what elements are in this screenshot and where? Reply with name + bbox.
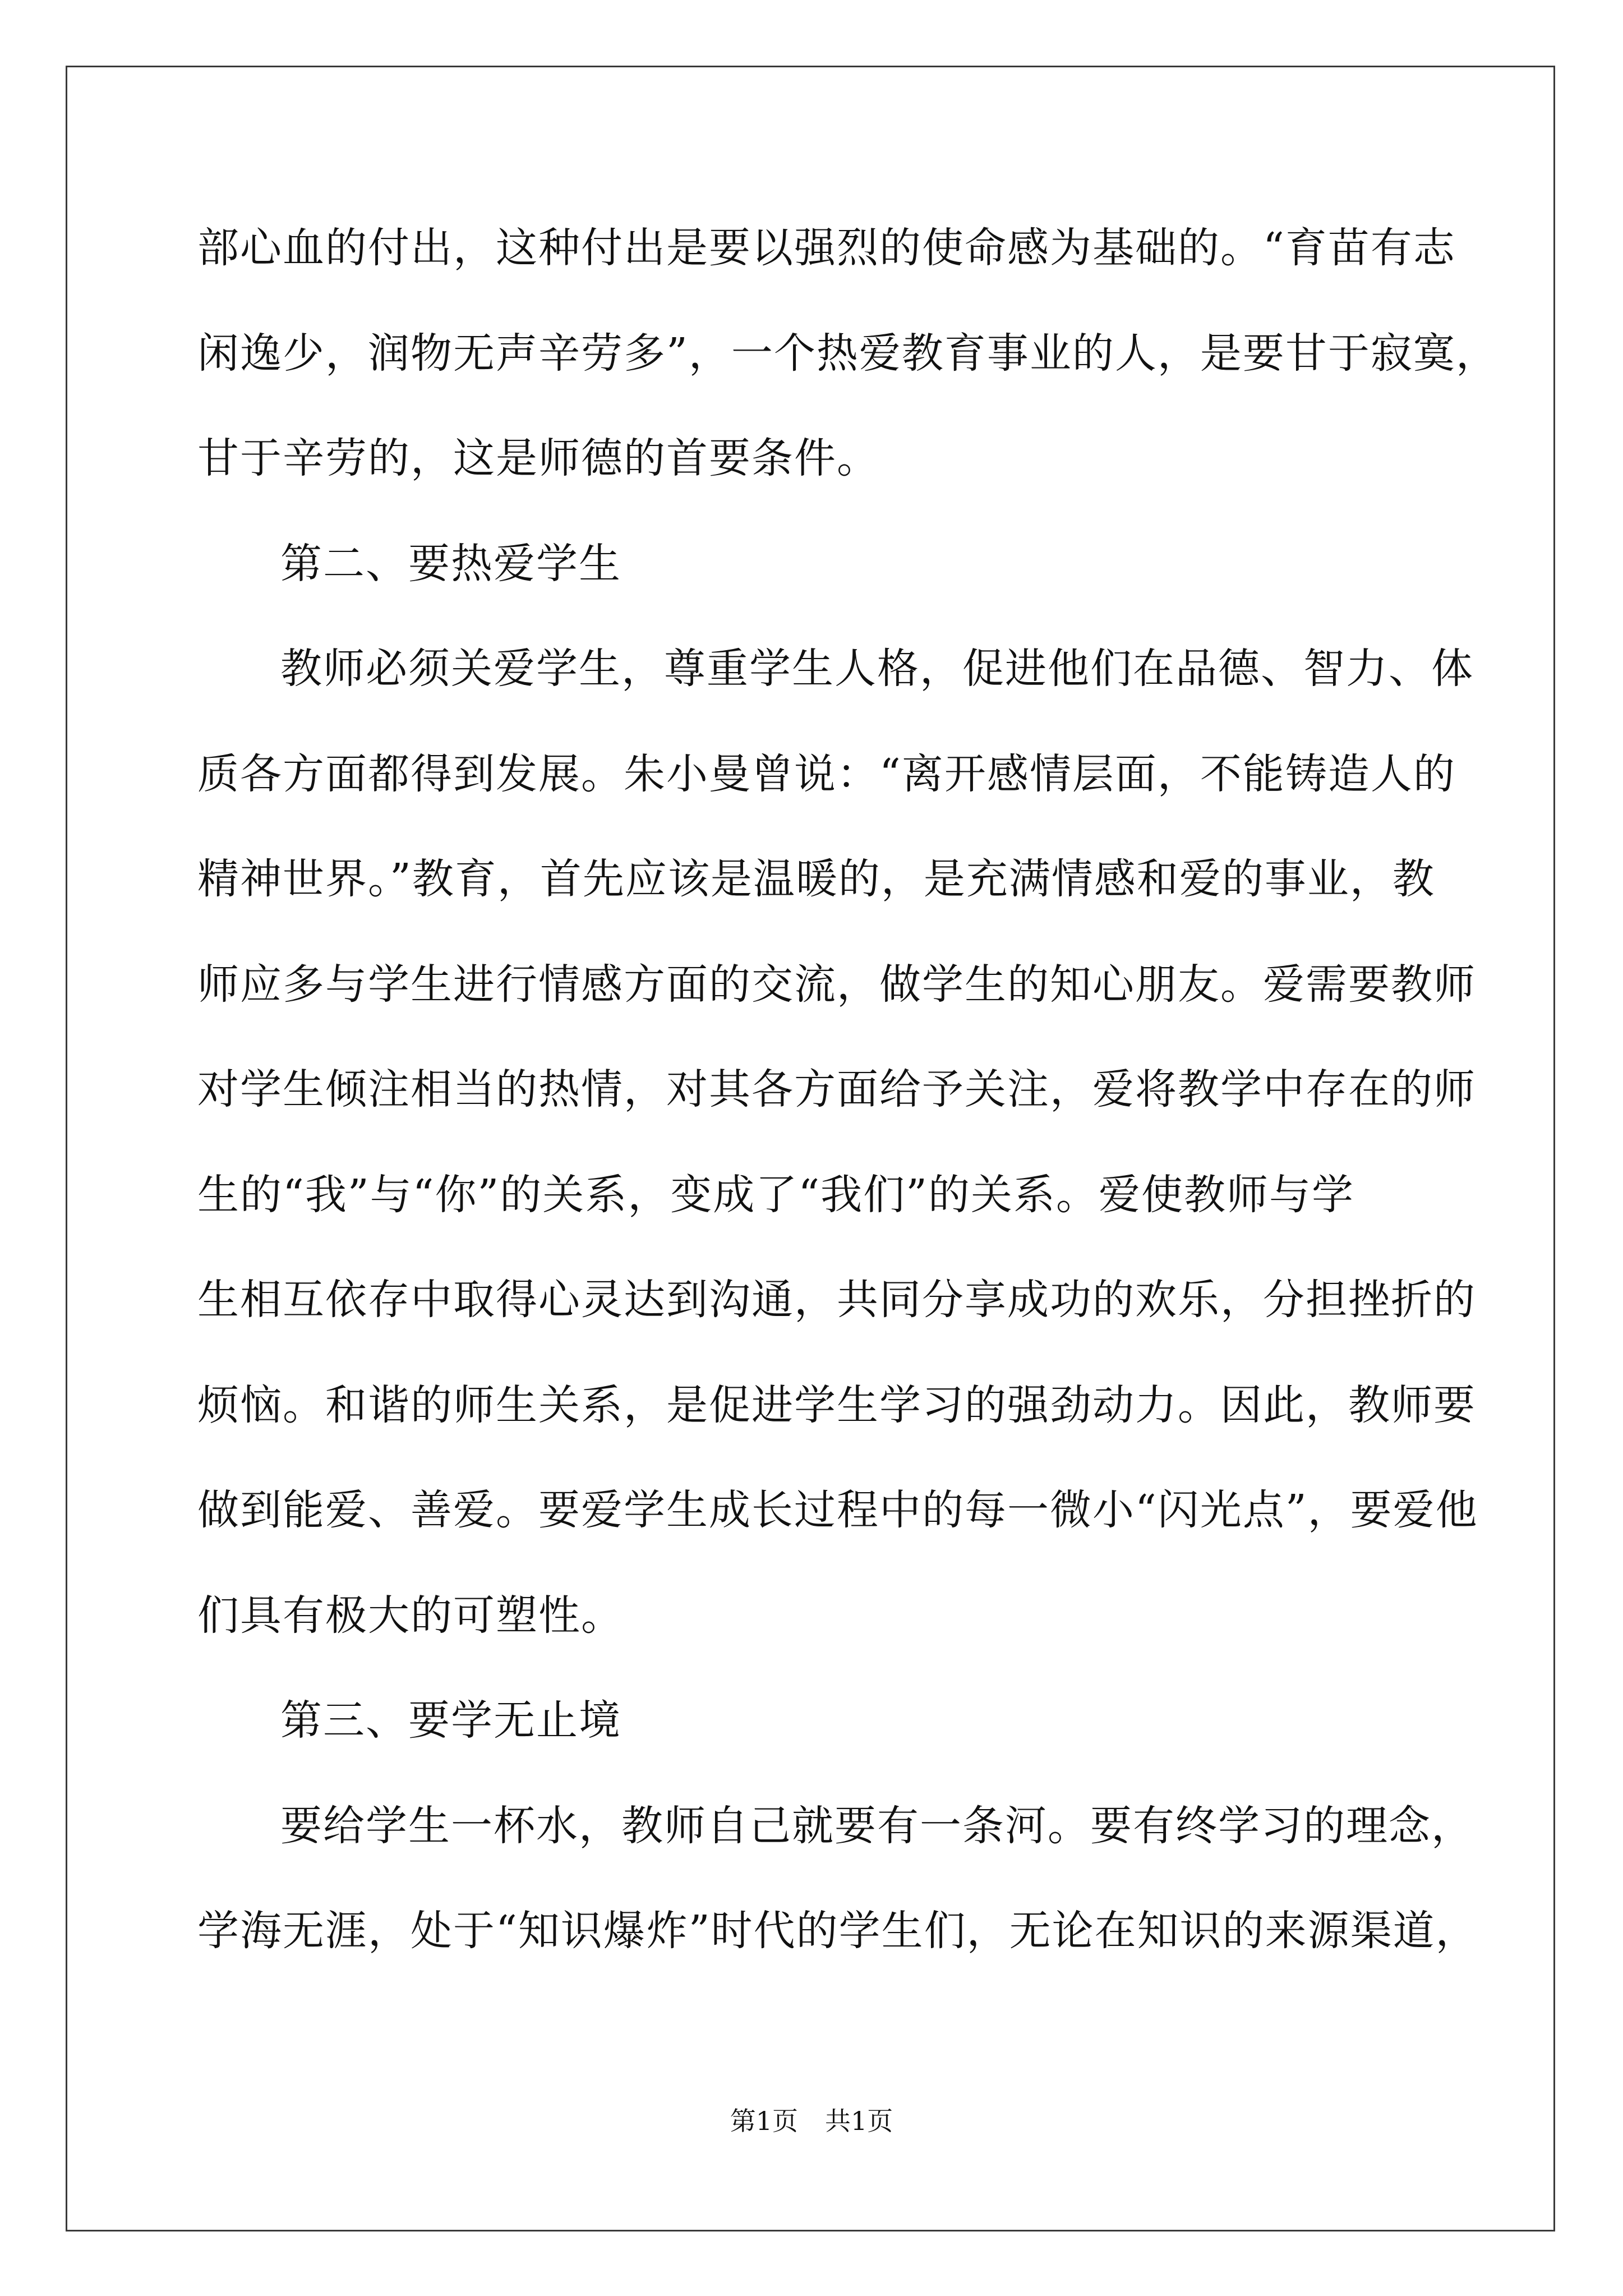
text-line: 甘于辛劳的，这是师德的首要条件。 [197, 434, 879, 482]
paragraph-first-line: 要给学生一杯水，教师自己就要有一条河。要有终学习的理念， [280, 1801, 1474, 1850]
text-line: 质各方面都得到发展。朱小曼曾说：“离开感情层面，不能铸造人的 [197, 749, 1456, 798]
text-line: 们具有极大的可塑性。 [197, 1591, 624, 1640]
text-line: 学海无涯，处于“知识爆炸”时代的学生们，无论在知识的来源渠道， [197, 1907, 1478, 1955]
text-line: 部心血的付出，这种付出是要以强烈的使命感为基础的。“育苗有志 [197, 224, 1456, 272]
text-line: 师应多与学生进行情感方面的交流，做学生的知心朋友。爱需要教师 [197, 960, 1476, 1009]
text-line: 烦恼。和谐的师生关系，是促进学生学习的强劲动力。因此，教师要 [197, 1381, 1476, 1429]
section-heading: 第三、要学无止境 [280, 1696, 621, 1745]
text-line: 对学生倾注相当的热情，对其各方面给予关注，爱将教学中存在的师 [197, 1065, 1476, 1114]
page-number: 第1页 [730, 2106, 798, 2136]
page-footer [0, 2101, 1623, 2138]
text-line: 精神世界。”教育，首先应该是温暖的，是充满情感和爱的事业，教 [197, 855, 1435, 903]
text-line: 生相互依存中取得心灵达到沟通，共同分享成功的欢乐，分担挫折的 [197, 1276, 1476, 1324]
document-body [197, 213, 1498, 2001]
text-line: 生的“我”与“你”的关系，变成了“我们”的关系。爱使教师与学 [197, 1170, 1354, 1219]
paragraph-first-line: 教师必须关爱学生，尊重学生人格，促进他们在品德、智力、体 [280, 645, 1474, 693]
text-line: 做到能爱、善爱。要爱学生成长过程中的每一微小“闪光点”，要爱他 [197, 1486, 1478, 1534]
text-line: 闲逸少，润物无声辛劳多”，一个热爱教育事业的人，是要甘于寂寞， [197, 329, 1498, 378]
page-total: 共1页 [825, 2106, 893, 2136]
section-heading: 第二、要热爱学生 [280, 539, 621, 588]
